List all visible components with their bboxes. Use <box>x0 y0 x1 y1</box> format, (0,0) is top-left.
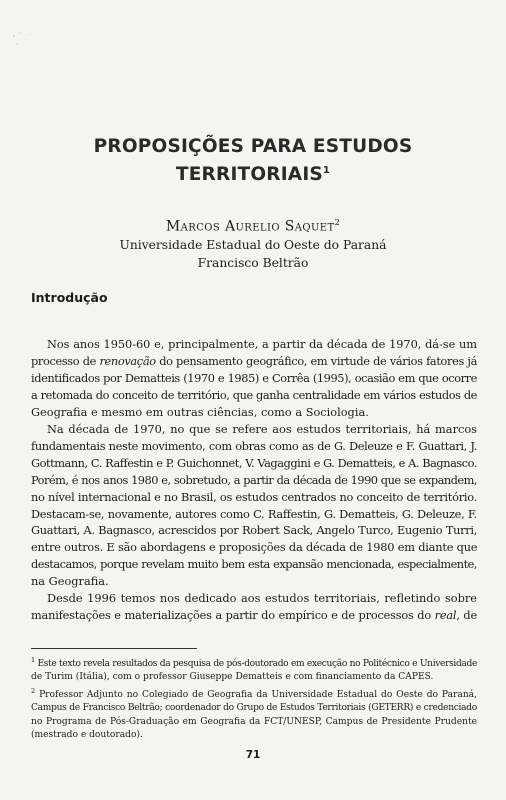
p3-line-2-italic: real <box>434 608 457 623</box>
paragraph-1 <box>31 336 477 421</box>
p2-line-7: Guattari, A. Bagnasco, acrescidos por Robert Sack, Angelo Turco, Eugenio Turri, <box>31 523 477 538</box>
p3-line-2 <box>31 607 477 624</box>
title-line-2 <box>40 161 466 189</box>
title-line-1: PROPOSIÇÕES PARA ESTUDOS <box>93 136 413 157</box>
fn2-line-3: no Programa de Pós-Graduação em Geografia da FCT/UNESP, Campus de Presidente Prudente <box>31 716 477 727</box>
p1-line-2 <box>31 353 477 370</box>
footnote-2 <box>31 685 477 743</box>
fn1-line-1-text: Este texto revela resultados da pesquisa de pós-doutorado em execução no Politécnico e Universidade <box>37 659 477 670</box>
fn2-line-1-text: Professor Adjunto no Colegiado de Geografia da Universidade Estadual do Oeste do Paraná, <box>39 689 477 700</box>
page-number: 71 <box>245 749 261 761</box>
p1-line-2-a: processo de <box>31 353 100 368</box>
p3-line-2-a: manifestações e materializações a partir do empírico e de processos do <box>31 608 435 623</box>
p2-line-1: Na década de 1970, no que se refere aos estudos territoriais, há marcos <box>47 421 477 436</box>
author-location: Francisco Beltrão <box>197 255 309 270</box>
author-block <box>40 214 466 272</box>
p3-line-2-b: , de <box>456 608 477 623</box>
fn1-ref: 1 <box>31 656 35 664</box>
footnotes <box>31 654 477 743</box>
p3-line-1: Desde 1996 temos nos dedicado aos estudos territoriais, refletindo sobre <box>47 591 477 606</box>
paragraph-2 <box>31 421 477 591</box>
author-footnote-ref: 2 <box>334 218 341 227</box>
fn2-line-1 <box>31 685 477 702</box>
footnote-1 <box>31 654 477 685</box>
fn2-ref: 2 <box>31 686 36 695</box>
p2-line-6: Destacam-se, novamente, autores como C. Raffestin, G. Dematteis, G. Deleuze, F. <box>31 506 477 521</box>
p2-line-4: Porém, é nos anos 1980 e, sobretudo, a partir da década de 1990 que se expandem, <box>31 472 477 487</box>
paragraph-3 <box>31 590 477 624</box>
p1-line-2-italic: renovação <box>99 353 156 368</box>
p1-line-3: identificados por Dematteis (1970 e 1985) e Corrêa (1995), ocasião em que ocorre <box>31 370 477 385</box>
title-footnote-ref: 1 <box>322 164 331 176</box>
p1-line-4: a retomada do conceito de território, que ganha centralidade em vários estudos de <box>31 387 477 402</box>
author-name-text: Marcos Aurelio Saquet <box>165 218 335 235</box>
p2-line-2: fundamentais neste movimento, com obras como as de G. Deleuze e F. Guattari, J. <box>31 438 477 453</box>
p2-line-5: no nível internacional e no Brasil, os estudos centrados no conceito de território. <box>31 489 477 504</box>
fn1-line-1 <box>31 654 477 671</box>
p2-line-3: Gottmann, C. Raffestin e P. Guichonnet, V. Vagaggini e G. Dematteis, e A. Bagnasco. <box>31 455 477 470</box>
section-heading: Introdução <box>31 290 108 305</box>
footnote-rule <box>31 648 197 649</box>
title-line-2-text: TERRITORIAIS <box>175 164 323 185</box>
p2-line-9: destacamos, porque revelam muito bem esta expansão mencionada, especialmente, <box>31 557 477 572</box>
author-name <box>40 214 466 236</box>
body-text <box>31 336 477 624</box>
article-title <box>40 133 466 189</box>
fn2-line-2: Campus de Francisco Beltrão; coordenador do Grupo de Estudos Territoriais (GETERR) e credenciado <box>31 703 477 714</box>
p1-line-5: Geografia e mesmo em outras ciências, como a Sociologia. <box>31 404 369 419</box>
p1-line-2-b: do pensamento geográfico, em virtude de vários fatores já <box>155 353 477 368</box>
p2-line-8: entre outros. E são abordagens e proposições da década de 1980 em diante que <box>31 540 477 555</box>
scan-artifact <box>8 28 36 50</box>
author-affiliation: Universidade Estadual do Oeste do Paraná <box>119 237 387 252</box>
p1-line-1: Nos anos 1950-60 e, principalmente, a partir da década de 1970, dá-se um <box>47 337 477 351</box>
p2-line-10: na Geografia. <box>31 574 109 589</box>
fn1-line-2: de Turim (Itália), com o professor Giuseppe Dematteis e com financiamento da CAPES. <box>31 672 434 683</box>
fn2-line-4: (mestrado e doutorado). <box>31 730 143 741</box>
